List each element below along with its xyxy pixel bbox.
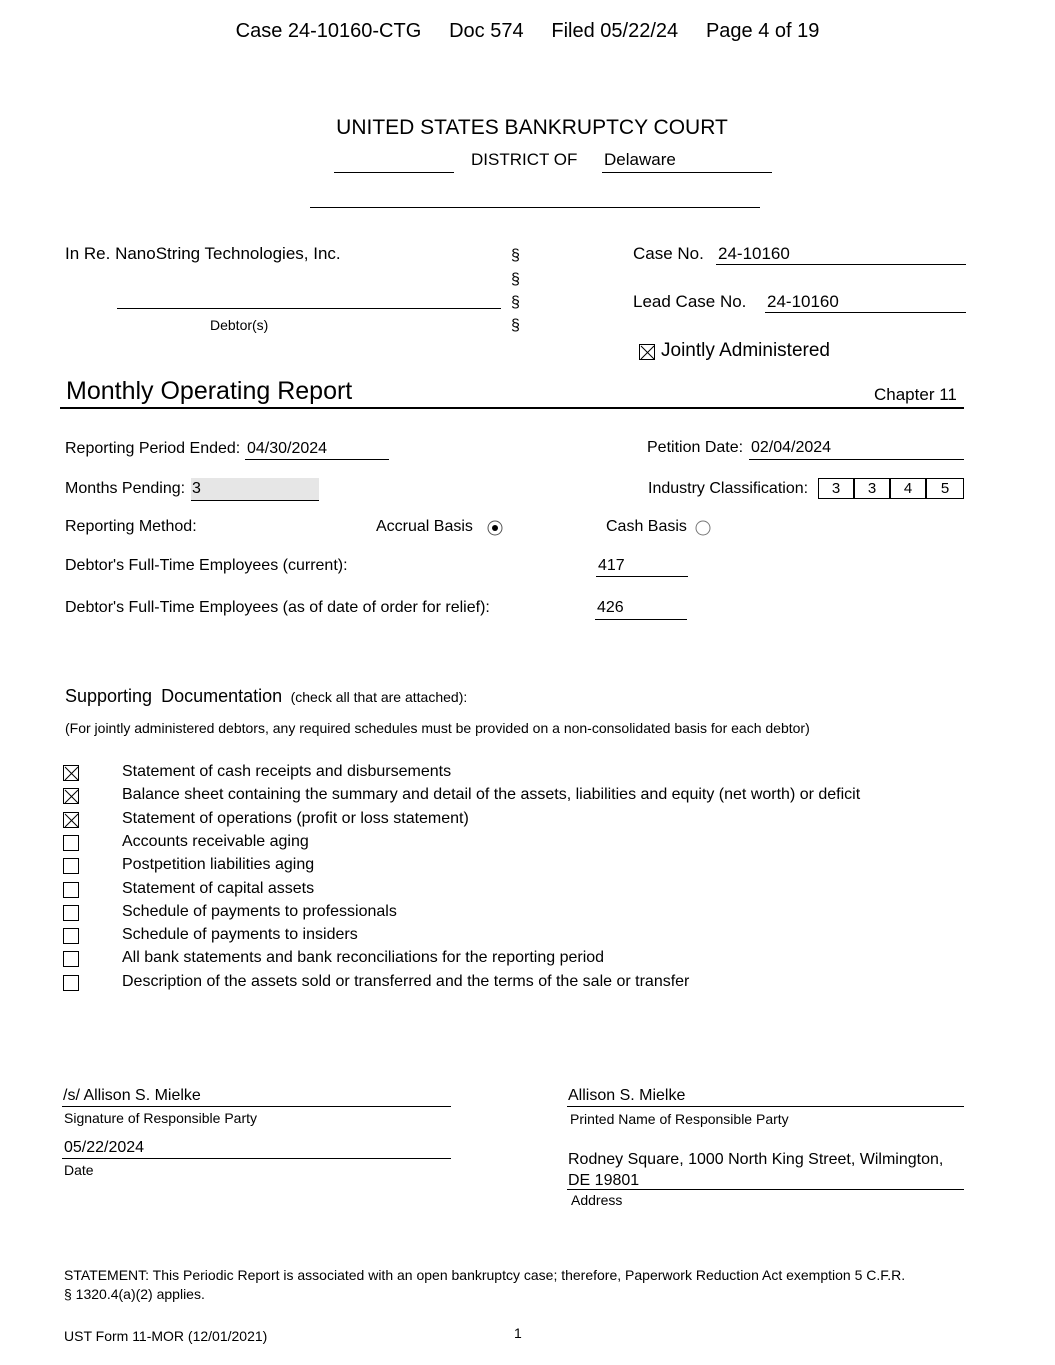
in-re-debtor: In Re. NanoString Technologies, Inc. bbox=[65, 244, 341, 263]
employees-relief-value: 426 bbox=[597, 599, 624, 616]
supporting-item-checkbox[interactable] bbox=[63, 788, 79, 804]
employees-relief-label: Debtor's Full-Time Employees (as of date of order for relief): bbox=[65, 599, 490, 616]
accrual-basis-radio[interactable] bbox=[486, 519, 504, 537]
debtor-label: Debtor(s) bbox=[210, 317, 269, 333]
checkmark-x-icon bbox=[64, 813, 80, 829]
signature-label: Signature of Responsible Party bbox=[64, 1110, 257, 1126]
industry-digit: 5 bbox=[926, 478, 964, 499]
supporting-documentation-heading bbox=[65, 686, 467, 707]
report-title: Monthly Operating Report bbox=[66, 377, 353, 405]
page-number: 1 bbox=[514, 1325, 522, 1341]
supporting-item-label: Statement of cash receipts and disbursements bbox=[122, 763, 452, 780]
lead-case-value: 24-10160 bbox=[767, 292, 839, 311]
district-label: DISTRICT OF bbox=[471, 150, 578, 169]
section-symbol: § bbox=[511, 317, 520, 334]
chapter-label: Chapter 11 bbox=[874, 385, 957, 404]
case-no-value: 24-10160 bbox=[718, 244, 790, 263]
supporting-item-checkbox[interactable] bbox=[63, 928, 79, 944]
doc-number: Doc 574 bbox=[449, 20, 524, 42]
petition-date-label: Petition Date: bbox=[647, 439, 744, 456]
lead-case-line bbox=[765, 312, 966, 313]
signature-line bbox=[62, 1106, 451, 1107]
supporting-item-checkbox[interactable] bbox=[63, 905, 79, 921]
lead-case-label: Lead Case No. bbox=[633, 292, 747, 311]
industry-digit: 3 bbox=[854, 478, 890, 499]
months-pending-field[interactable] bbox=[191, 478, 319, 501]
supporting-item-label: Statement of operations (profit or loss statement) bbox=[122, 810, 469, 827]
district-value-line bbox=[602, 172, 772, 173]
jointly-administered-checkbox[interactable] bbox=[639, 344, 655, 360]
employees-current-label: Debtor's Full-Time Employees (current): bbox=[65, 557, 348, 574]
supporting-item-checkbox[interactable] bbox=[63, 882, 79, 898]
signature-value: /s/ Allison S. Mielke bbox=[63, 1087, 201, 1104]
date-line bbox=[62, 1158, 451, 1159]
supporting-item-checkbox[interactable] bbox=[63, 812, 79, 828]
supporting-note: (For jointly administered debtors, any required schedules must be provided on a non-consolidated basis for each debtor) bbox=[65, 720, 810, 736]
printed-name-value: Allison S. Mielke bbox=[568, 1087, 686, 1104]
supporting-item-label: Description of the assets sold or transferred and the terms of the sale or transfer bbox=[122, 973, 690, 990]
employees-current-value: 417 bbox=[598, 557, 625, 574]
reporting-period-label: Reporting Period Ended: bbox=[65, 440, 241, 457]
industry-digit: 4 bbox=[890, 478, 926, 499]
court-title: UNITED STATES BANKRUPTCY COURT bbox=[336, 116, 728, 139]
supporting-subtitle: (check all that are attached): bbox=[290, 689, 468, 705]
address-line-1: Rodney Square, 1000 North King Street, Wilmington, bbox=[568, 1151, 944, 1168]
case-no-label: Case No. bbox=[633, 244, 704, 263]
date-value: 05/22/2024 bbox=[64, 1139, 145, 1156]
section-symbol: § bbox=[511, 294, 520, 311]
court-divider bbox=[310, 207, 760, 208]
report-title-rule bbox=[60, 407, 964, 409]
address-line bbox=[567, 1189, 964, 1190]
petition-date-line bbox=[749, 459, 964, 460]
checkmark-x-icon bbox=[64, 766, 80, 782]
industry-digit: 3 bbox=[818, 478, 854, 499]
date-label: Date bbox=[64, 1162, 94, 1178]
petition-date-value: 02/04/2024 bbox=[751, 439, 832, 456]
supporting-item-label: All bank statements and bank reconciliations for the reporting period bbox=[122, 949, 605, 966]
district-blank-line bbox=[334, 172, 454, 173]
page-indicator: Page 4 of 19 bbox=[705, 20, 820, 42]
statement-line-2: § 1320.4(a)(2) applies. bbox=[64, 1286, 205, 1302]
case-number: Case 24-10160-CTG bbox=[235, 20, 422, 42]
printed-name-line bbox=[567, 1106, 964, 1107]
checkmark-x-icon bbox=[64, 789, 80, 805]
industry-classification-label: Industry Classification: bbox=[648, 480, 809, 497]
statement-line-1: STATEMENT: This Periodic Report is associated with an open bankruptcy case; therefore, Paperwork Reduction Act exemption 5 C.F.R. bbox=[64, 1267, 906, 1283]
months-pending-label: Months Pending: bbox=[65, 480, 186, 497]
accrual-basis-label: Accrual Basis bbox=[376, 518, 473, 535]
cash-basis-radio[interactable] bbox=[694, 519, 712, 537]
checkmark-x-icon bbox=[640, 345, 656, 361]
supporting-item-checkbox[interactable] bbox=[63, 835, 79, 851]
supporting-item-label: Schedule of payments to insiders bbox=[122, 926, 358, 943]
supporting-item-label: Balance sheet containing the summary and detail of the assets, liabilities and equity (net worth) or deficit bbox=[122, 786, 861, 803]
supporting-item-checkbox[interactable] bbox=[63, 765, 79, 781]
employees-relief-line bbox=[595, 619, 687, 620]
reporting-period-value: 04/30/2024 bbox=[247, 440, 328, 457]
cash-basis-label: Cash Basis bbox=[606, 518, 687, 535]
reporting-period-line bbox=[245, 459, 389, 460]
months-pending-value: 3 bbox=[192, 480, 201, 497]
supporting-item-checkbox[interactable] bbox=[63, 858, 79, 874]
address-line-2: DE 19801 bbox=[568, 1172, 640, 1189]
employees-current-line bbox=[596, 576, 688, 577]
supporting-item-label: Schedule of payments to professionals bbox=[122, 903, 397, 920]
supporting-item-label: Postpetition liabilities aging bbox=[122, 856, 315, 873]
filed-date: Filed 05/22/24 bbox=[551, 20, 679, 42]
case-no-line bbox=[716, 264, 966, 265]
reporting-method-label: Reporting Method: bbox=[65, 518, 197, 535]
form-number: UST Form 11-MOR (12/01/2021) bbox=[64, 1328, 268, 1344]
supporting-item-label: Statement of capital assets bbox=[122, 880, 315, 897]
district-value: Delaware bbox=[604, 150, 676, 169]
section-symbol: § bbox=[511, 247, 520, 264]
supporting-item-label: Accounts receivable aging bbox=[122, 833, 309, 850]
jointly-administered-label: Jointly Administered bbox=[661, 340, 830, 361]
supporting-item-checkbox[interactable] bbox=[63, 975, 79, 991]
debtor-line bbox=[117, 308, 501, 309]
case-header bbox=[0, 20, 1055, 43]
address-label: Address bbox=[571, 1192, 623, 1208]
printed-name-label: Printed Name of Responsible Party bbox=[570, 1111, 789, 1127]
supporting-item-checkbox[interactable] bbox=[63, 951, 79, 967]
section-symbol: § bbox=[511, 271, 520, 288]
supporting-title: Supporting Documentation bbox=[65, 686, 283, 706]
